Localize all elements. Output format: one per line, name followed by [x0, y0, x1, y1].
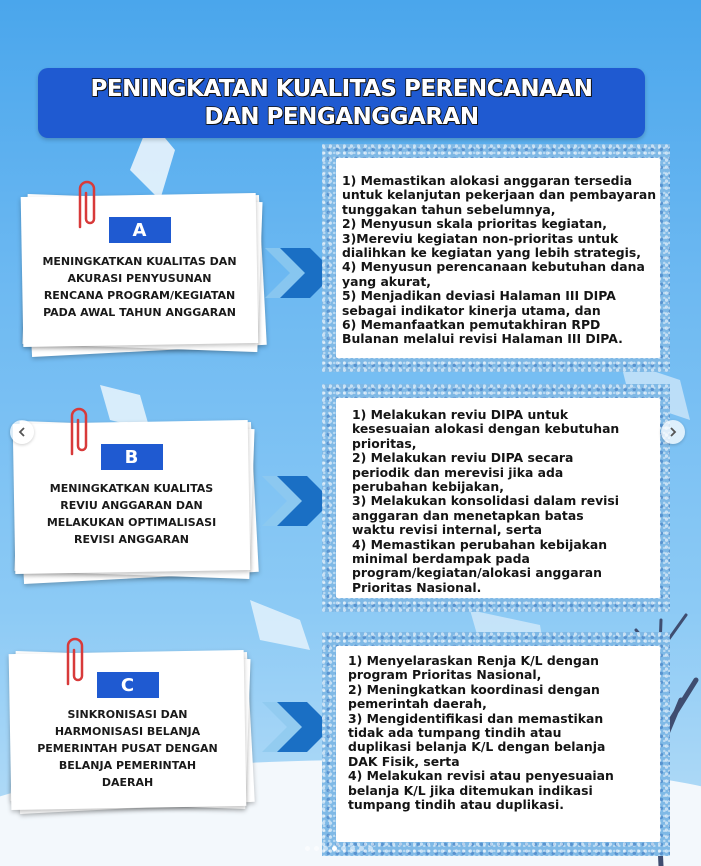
title-line-2: DAN PENGANGGARAN — [204, 104, 479, 130]
carousel-prev-button[interactable] — [10, 420, 34, 444]
title-banner — [38, 68, 645, 138]
list-item: 2) Menyusun skala prioritas kegiatan, — [342, 216, 607, 232]
list-item: 3)Mereviu kegiatan non-prioritas untuk dialihkan ke kegiatan yang lebih strategis, — [342, 230, 642, 261]
section-b-letter: B — [101, 444, 163, 470]
section-a-card — [22, 195, 262, 355]
section-a-list — [336, 158, 660, 347]
section-a-heading: MENINGKATKAN KUALITAS DAN AKURASI PENYUSUNAN RENCANA PROGRAM/KEGIATAN PADA AWAL TAHUN ANGGARAN — [42, 255, 237, 319]
title-line-1: PENINGKATAN KUALITAS PERENCANAAN — [90, 76, 593, 102]
list-item: 1) Memastikan alokasi anggaran tersedia untuk kelanjutan pekerjaan dan pembayaran tunggakan tahun sebelumnya, — [342, 173, 657, 217]
carousel-dot[interactable] — [314, 846, 319, 851]
section-b-heading: MENINGKATKAN KUALITAS REVIU ANGGARAN DAN MELAKUKAN OPTIMALISASI REVISI ANGGARAN — [46, 482, 217, 546]
list-item: 3) Mengidentifikasi dan memastikan tidak ada tumpang tindih atau duplikasi belanja K/L dengan belanja DAK Fisik, serta — [348, 710, 606, 769]
paperclip-icon — [58, 634, 88, 688]
carousel-dot[interactable] — [305, 846, 310, 851]
list-item: 6) Memanfaatkan pemutakhiran RPD Bulanan melalui revisi Halaman III DIPA. — [342, 317, 623, 347]
carousel-dots — [305, 846, 373, 851]
section-c-panel — [322, 632, 670, 856]
carousel-next-button[interactable] — [661, 420, 685, 444]
carousel-dot[interactable] — [359, 846, 364, 851]
section-c-card — [10, 652, 250, 812]
section-c-letter: C — [97, 672, 159, 698]
section-c-heading: SINKRONISASI DAN HARMONISASI BELANJA PEMERINTAH PUSAT DENGAN BELANJA PEMERINTAH DAERAH — [37, 708, 218, 789]
section-a-letter: A — [109, 217, 171, 243]
carousel-dot[interactable] — [350, 846, 355, 851]
list-item: 1) Melakukan reviu DIPA untuk kesesuaian alokasi dengan kebutuhan prioritas, — [352, 407, 620, 451]
carousel-dot[interactable] — [341, 846, 346, 851]
carousel-dot[interactable] — [368, 846, 373, 851]
paperclip-icon — [70, 177, 100, 231]
section-b-list — [336, 398, 660, 595]
list-item: 4) Menyusun perencanaan kebutuhan dana yang akurat, — [342, 259, 645, 289]
section-b-panel — [322, 384, 670, 612]
list-item: 2) Melakukan reviu DIPA secara periodik dan merevisi jika ada perubahan kebijakan, — [352, 450, 574, 495]
list-item: 2) Meningkatkan koordinasi dengan pemerintah daerah, — [348, 681, 600, 712]
carousel-dot[interactable] — [323, 846, 328, 851]
section-b-card — [14, 422, 254, 582]
list-item: 4) Melakukan revisi atau penyesuaian belanja K/L jika ditemukan indikasi tumpang tindih atau duplikasi. — [348, 768, 614, 813]
chevron-right-icon — [667, 426, 679, 438]
list-item: 5) Menjadikan deviasi Halaman III DIPA sebagai indikator kinerja utama, dan — [342, 288, 616, 318]
paperclip-icon — [62, 404, 92, 458]
list-item: 3) Melakukan konsolidasi dalam revisi anggaran dan menetapkan batas waktu revisi internal, serta — [352, 493, 620, 538]
section-a-panel — [322, 144, 670, 372]
chevron-left-icon — [16, 426, 28, 438]
list-item: 1) Menyelaraskan Renja K/L dengan program Prioritas Nasional, — [348, 653, 599, 683]
list-item: 4) Memastikan perubahan kebijakan minimal berdampak pada program/kegiatan/alokasi anggaran Prioritas Nasional. — [352, 536, 608, 595]
section-c-list — [336, 646, 660, 812]
carousel-dot[interactable] — [332, 846, 337, 851]
